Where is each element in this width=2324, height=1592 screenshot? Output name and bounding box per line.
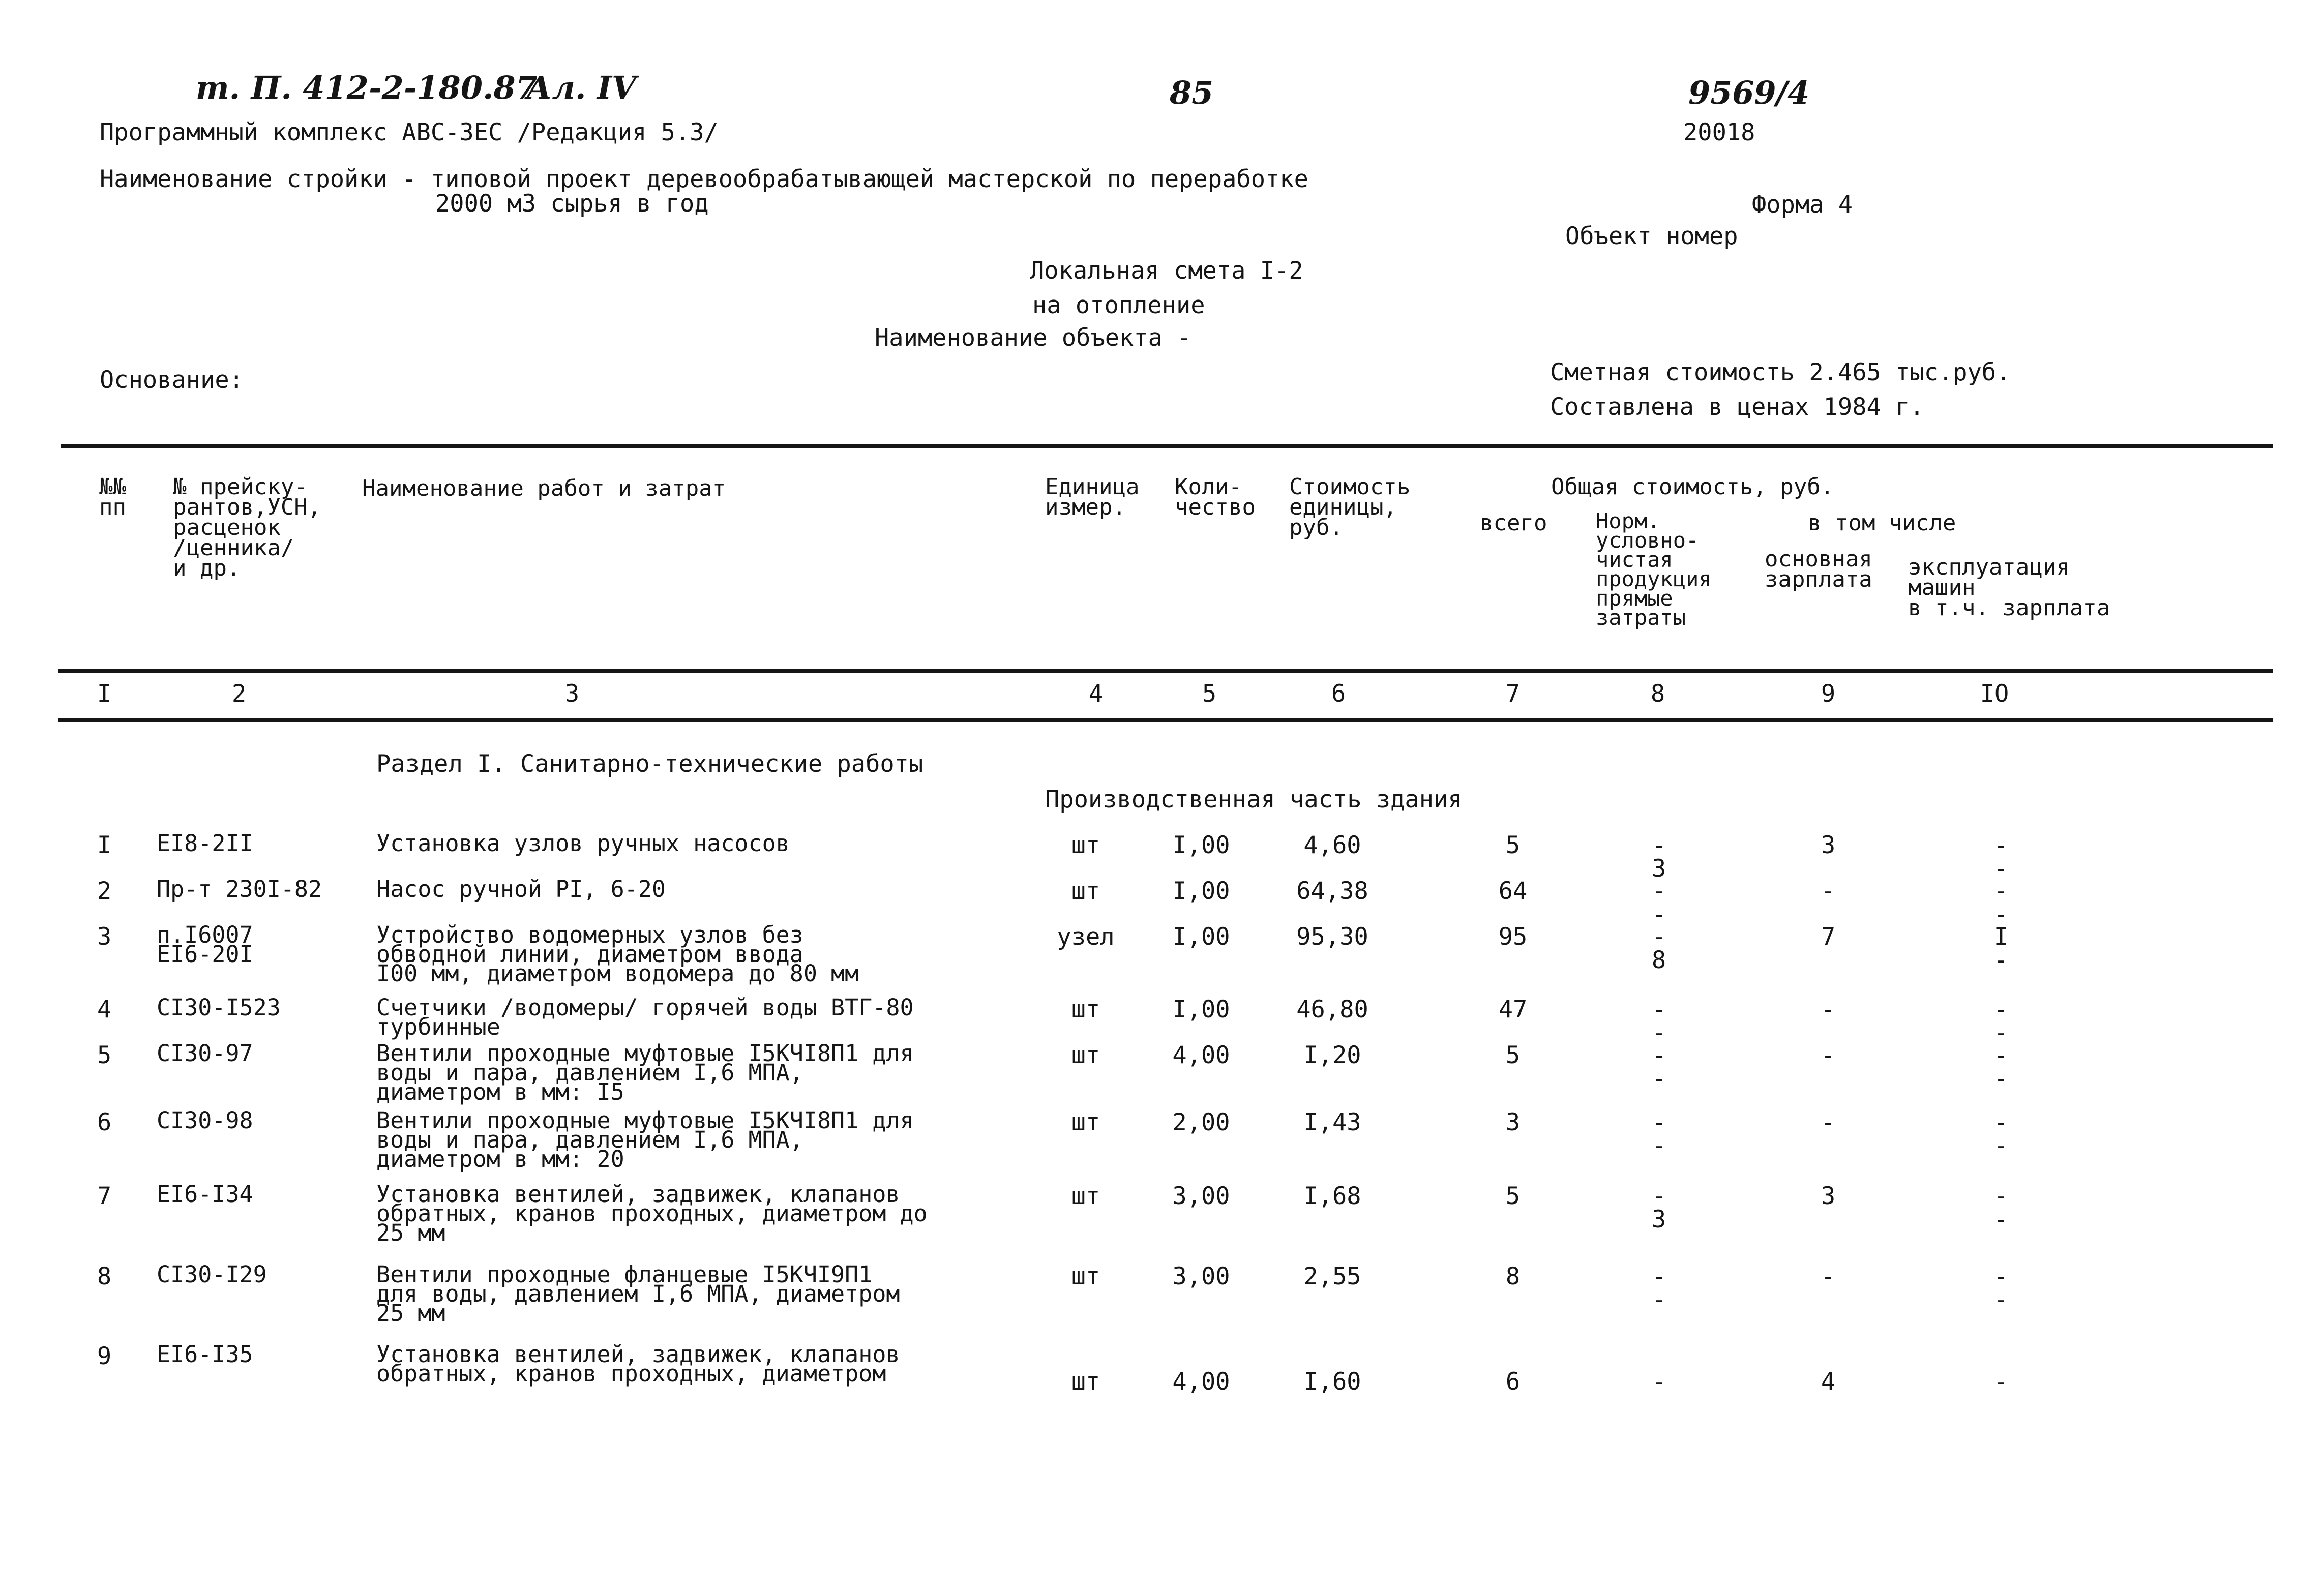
- row-quantity: 4,00: [1172, 1368, 1230, 1396]
- col-number: IO: [1980, 680, 2009, 708]
- row-unit: шт: [1071, 1182, 1100, 1210]
- row-total: 3: [1505, 1108, 1521, 1136]
- object-number: Объект номер: [1565, 222, 1738, 250]
- row-wage: -: [1821, 877, 1836, 905]
- construction-name: Наименование стройки - типовой проект деревообрабатывающей мастерской по переработке: [100, 165, 1308, 193]
- handwritten-page-number: 85: [1170, 74, 1214, 111]
- program-code: 20018: [1683, 118, 1755, 146]
- row-wage: -: [1821, 996, 1836, 1024]
- row-wage: 4: [1821, 1368, 1836, 1396]
- row-work-name: Установка вентилей, задвижек, клапанов обратных, кранов проходных, диаметром до 25 мм: [376, 1181, 928, 1246]
- row-machines: -: [1993, 1368, 2009, 1396]
- row-unit-price: 64,38: [1296, 877, 1368, 905]
- row-code: CI30-I523: [157, 994, 281, 1021]
- row-unit: шт: [1071, 996, 1100, 1024]
- row-unit-price: 2,55: [1303, 1263, 1361, 1290]
- col-number: 5: [1202, 680, 1217, 708]
- row-norm: - -: [1651, 1041, 1666, 1093]
- col-header-total: всего: [1480, 510, 1547, 536]
- row-code: CI30-98: [157, 1107, 253, 1134]
- row-unit: узел: [1057, 923, 1115, 951]
- col-number: 8: [1650, 680, 1665, 708]
- col-header-number: №№ пп: [99, 474, 126, 520]
- col-number: 7: [1505, 680, 1521, 708]
- row-wage: -: [1821, 1041, 1836, 1069]
- row-unit: шт: [1071, 1368, 1100, 1396]
- estimate-subject: на отопление: [1032, 291, 1205, 319]
- col-header-code: № прейску- рантов,УСН, расценок /ценника/ и др.: [173, 474, 321, 581]
- row-work-name: Установка вентилей, задвижек, клапанов обратных, кранов проходных, диаметром: [376, 1341, 900, 1387]
- row-work-name: Насос ручной PI, 6-20: [376, 876, 666, 903]
- row-wage: 3: [1821, 1182, 1836, 1210]
- col-number: 9: [1821, 680, 1836, 708]
- row-norm: - -: [1651, 996, 1666, 1047]
- row-machines: - -: [1993, 1263, 2009, 1314]
- numbers-bottom-rule: [58, 718, 2273, 722]
- row-wage: 3: [1821, 831, 1836, 859]
- row-quantity: 3,00: [1172, 1182, 1230, 1210]
- col-header-unit-price: Стоимость единицы, руб.: [1289, 474, 1411, 540]
- row-norm: - 3: [1651, 1182, 1666, 1234]
- col-header-total-cost: Общая стоимость, руб.: [1551, 474, 1834, 500]
- row-unit-price: 4,60: [1303, 831, 1361, 859]
- program-line: Программный комплекс АВС-ЗЕС /Редакция 5.3/: [100, 118, 719, 146]
- row-number: 2: [97, 877, 112, 905]
- row-unit-price: 46,80: [1296, 996, 1368, 1024]
- row-unit: шт: [1071, 831, 1100, 859]
- row-number: 5: [97, 1041, 112, 1069]
- row-machines: - -: [1993, 1108, 2009, 1160]
- row-wage: 7: [1821, 923, 1836, 951]
- row-number: 3: [97, 923, 112, 951]
- row-total: 47: [1498, 996, 1528, 1024]
- row-machines: I -: [1993, 923, 2009, 974]
- estimate-title: Локальная смета I-2: [1030, 257, 1303, 285]
- handwritten-doc-number: 9569/4: [1688, 74, 1810, 111]
- object-name: Наименование объекта -: [875, 324, 1191, 352]
- price-year: Составлена в ценах 1984 г.: [1550, 393, 1924, 421]
- row-unit: шт: [1071, 877, 1100, 905]
- construction-name-cont: 2000 м3 сырья в год: [435, 190, 709, 218]
- row-number: 4: [97, 996, 112, 1024]
- section-title: Раздел I. Санитарно-технические работы: [376, 750, 923, 778]
- row-quantity: I,00: [1172, 923, 1230, 951]
- row-wage: -: [1821, 1263, 1836, 1290]
- col-number: 6: [1331, 680, 1346, 708]
- row-work-name: Счетчики /водомеры/ горячей воды ВТГ-80 турбинные: [376, 994, 914, 1040]
- row-norm: - -: [1651, 1263, 1666, 1314]
- row-quantity: I,00: [1172, 831, 1230, 859]
- col-header-machines: эксплуатация машин в т.ч. зарплата: [1908, 554, 2110, 621]
- row-total: 5: [1505, 1182, 1521, 1210]
- row-quantity: 2,00: [1172, 1108, 1230, 1136]
- row-number: 6: [97, 1108, 112, 1136]
- col-number: 2: [231, 680, 247, 708]
- row-work-name: Вентили проходные муфтовые I5КЧI8П1 для воды и пара, давлением I,6 МПА, диаметром в мм: I5: [376, 1040, 914, 1105]
- row-quantity: I,00: [1172, 996, 1230, 1024]
- row-total: 64: [1498, 877, 1528, 905]
- row-code: CI30-I29: [157, 1261, 267, 1288]
- row-work-name: Установка узлов ручных насосов: [376, 830, 790, 857]
- row-machines: - -: [1993, 996, 2009, 1047]
- col-header-norm: Норм. условно- чистая продукция прямые затраты: [1596, 508, 1712, 630]
- col-number: I: [97, 680, 112, 708]
- row-number: 7: [97, 1182, 112, 1210]
- header-bottom-rule: [58, 669, 2273, 673]
- col-header-including: в том числе: [1808, 510, 1956, 536]
- row-work-name: Устройство водомерных узлов без обводной линии, диаметром ввода I00 мм, диаметром водомера до 80 мм: [376, 921, 859, 987]
- row-number: 8: [97, 1263, 112, 1290]
- col-header-wage: основная зарплата: [1765, 546, 1872, 592]
- row-total: 6: [1505, 1368, 1521, 1396]
- row-machines: - -: [1993, 831, 2009, 883]
- row-quantity: I,00: [1172, 877, 1230, 905]
- row-machines: - -: [1993, 1182, 2009, 1234]
- row-machines: - -: [1993, 877, 2009, 928]
- row-unit-price: 95,30: [1296, 923, 1368, 951]
- row-machines: - -: [1993, 1041, 2009, 1093]
- estimated-cost: Сметная стоимость 2.465 тыс.руб.: [1550, 358, 2011, 386]
- row-unit-price: I,68: [1303, 1182, 1361, 1210]
- handwritten-album: Ал. IV: [526, 69, 637, 106]
- col-header-qty: Коли- чество: [1175, 474, 1256, 520]
- row-norm: - 3: [1651, 831, 1666, 883]
- section-subtitle: Производственная часть здания: [1045, 786, 1463, 814]
- row-total: 5: [1505, 831, 1521, 859]
- row-code: Пр-т 230I-82: [157, 876, 322, 903]
- col-header-unit: Единица измер.: [1045, 474, 1140, 520]
- form-label: Форма 4: [1752, 191, 1853, 219]
- col-number: 3: [564, 680, 580, 708]
- row-norm: -: [1651, 1368, 1666, 1396]
- row-unit: шт: [1071, 1041, 1100, 1069]
- row-quantity: 4,00: [1172, 1041, 1230, 1069]
- row-code: CI30-97: [157, 1040, 253, 1067]
- row-unit: шт: [1071, 1108, 1100, 1136]
- row-number: 9: [97, 1342, 112, 1370]
- row-code: EI8-2II: [157, 830, 253, 857]
- row-total: 8: [1505, 1263, 1521, 1290]
- row-unit-price: I,43: [1303, 1108, 1361, 1136]
- row-quantity: 3,00: [1172, 1263, 1230, 1290]
- row-wage: -: [1821, 1108, 1836, 1136]
- row-unit: шт: [1071, 1263, 1100, 1290]
- row-norm: - 8: [1651, 923, 1666, 974]
- row-work-name: Вентили проходные муфтовые I5КЧI8П1 для воды и пара, давлением I,6 МПА, диаметром в мм: 20: [376, 1107, 914, 1173]
- row-code: п.I6007 EI6-20I: [157, 921, 253, 968]
- row-unit-price: I,60: [1303, 1368, 1361, 1396]
- col-header-name: Наименование работ и затрат: [362, 475, 726, 501]
- row-norm: - -: [1651, 1108, 1666, 1160]
- row-code: EI6-I35: [157, 1341, 253, 1368]
- row-number: I: [97, 831, 112, 859]
- col-number: 4: [1088, 680, 1104, 708]
- row-code: EI6-I34: [157, 1181, 253, 1208]
- table-top-rule: [61, 444, 2273, 448]
- row-unit-price: I,20: [1303, 1041, 1361, 1069]
- basis-label: Основание:: [100, 366, 244, 394]
- handwritten-project-code: т. П. 412-2-180.87: [196, 69, 538, 106]
- row-work-name: Вентили проходные фланцевые I5КЧI9П1 для воды, давлением I,6 МПА, диаметром 25 мм: [376, 1261, 900, 1327]
- row-total: 95: [1498, 923, 1528, 951]
- row-norm: - -: [1651, 877, 1666, 928]
- row-total: 5: [1505, 1041, 1521, 1069]
